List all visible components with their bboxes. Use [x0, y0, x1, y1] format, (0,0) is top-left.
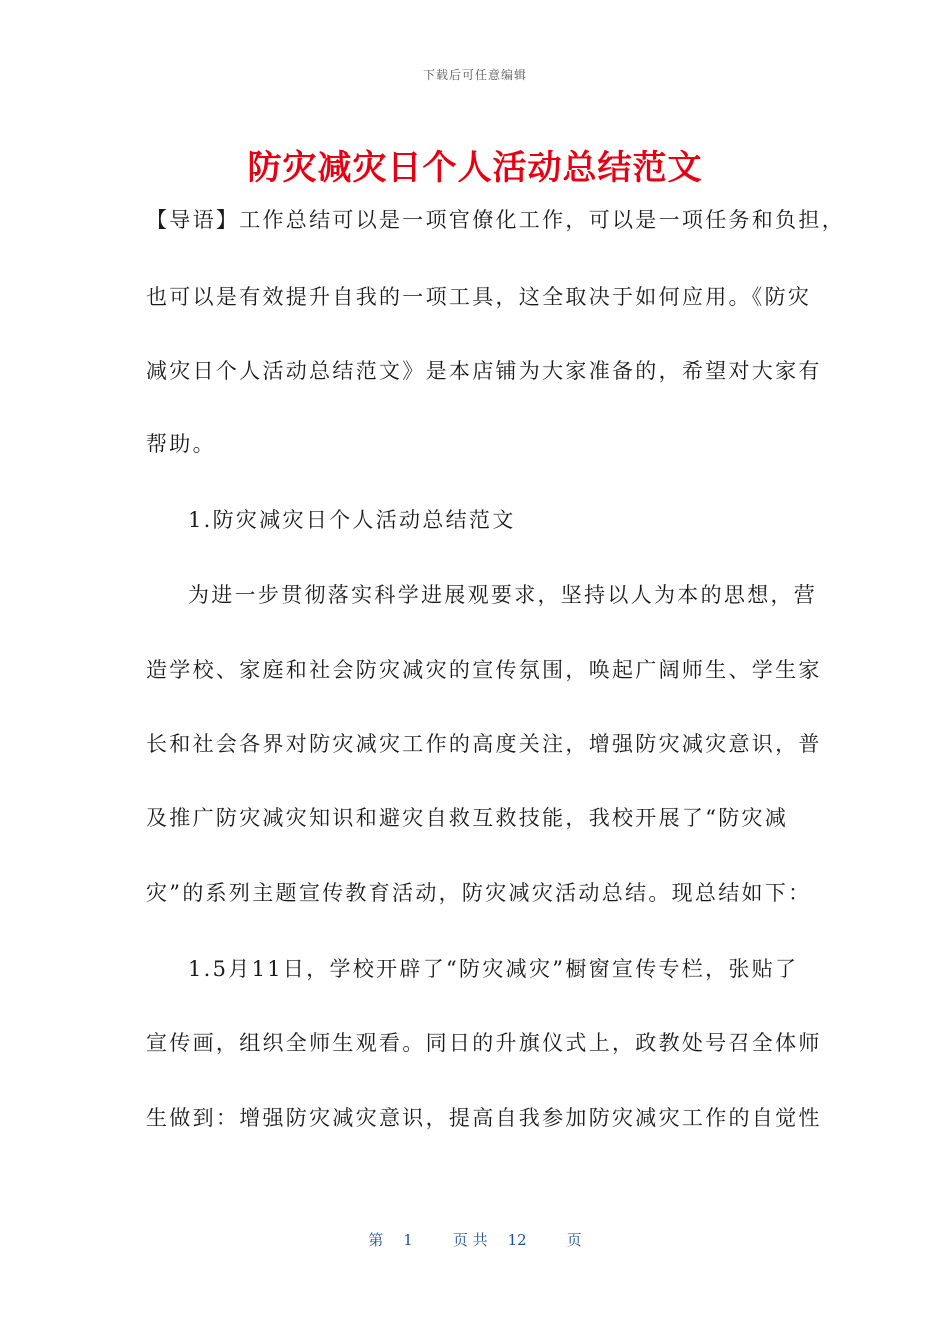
paragraph-line: 生做到：增强防灾减灾意识，提高自我参加防灾减灾工作的自觉性	[146, 1106, 822, 1130]
document-title: 防灾减灾日个人活动总结范文	[247, 148, 703, 188]
paragraph-line: 1.5月11日，学校开辟了“防灾减灾”橱窗宣传专栏，张贴了	[188, 957, 799, 981]
paragraph-line: 帮助。	[146, 432, 216, 456]
paragraph-line: 长和社会各界对防灾减灾工作的高度关注，增强防灾减灾意识，普	[146, 732, 822, 756]
footer-current-page: 1	[403, 1231, 413, 1249]
paragraph-line: 灾”的系列主题宣传教育活动，防灾减灾活动总结。现总结如下：	[146, 881, 812, 905]
footer-total-pages: 12	[507, 1231, 527, 1249]
paragraph-line: 造学校、家庭和社会防灾减灾的宣传氛围，唤起广阔师生、学生家	[146, 658, 822, 682]
footer-suffix: 页	[566, 1231, 582, 1249]
paragraph-line: 减灾日个人活动总结范文》是本店铺为大家准备的，希望对大家有	[146, 359, 822, 383]
paragraph-line: 为进一步贯彻落实科学进展观要求，坚持以人为本的思想，营	[188, 583, 818, 607]
paragraph-line: 【导语】工作总结可以是一项官僚化工作，可以是一项任务和负担，	[146, 208, 845, 232]
footer-prefix: 第	[368, 1231, 384, 1249]
page-footer	[0, 1229, 950, 1250]
section-heading: 1.防灾减灾日个人活动总结范文	[188, 508, 516, 532]
paragraph-line: 宣传画，组织全师生观看。同日的升旗仪式上，政教处号召全体师	[146, 1031, 822, 1055]
footer-mid: 页 共	[452, 1231, 488, 1249]
paragraph-line: 也可以是有效提升自我的一项工具，这全取决于如何应用。《防灾	[146, 285, 812, 309]
page-header-note: 下载后可任意编辑	[422, 68, 527, 82]
paragraph-line: 及推广防灾减灾知识和避灾自救互救技能，我校开展了“防灾减	[146, 806, 789, 830]
